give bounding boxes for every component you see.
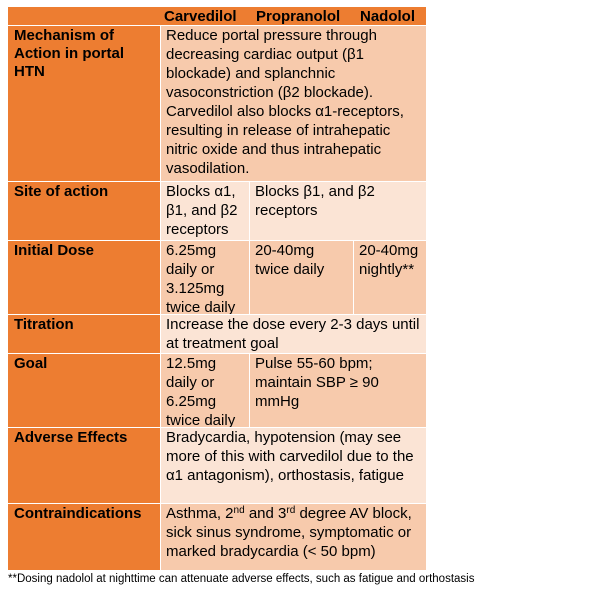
contraindications-text bbox=[161, 504, 426, 570]
row-label-initial-dose: Initial Dose bbox=[8, 241, 160, 314]
adverse-effects-text: Bradycardia, hypotension (may see more of this with carvedilol due to the α1 antagonism), orthostasis, fatigue bbox=[161, 428, 426, 503]
row-label-titration: Titration bbox=[8, 315, 160, 353]
contraindications-text-part: degree AV block, sick sinus syndrome, symptomatic or marked bradycardia (< 50 bpm) bbox=[166, 505, 412, 560]
header-nadolol: Nadolol bbox=[360, 8, 415, 25]
header-carvedilol: Carvedilol bbox=[164, 8, 237, 25]
row-label-goal: Goal bbox=[8, 354, 160, 427]
ordinal-suffix: nd bbox=[233, 505, 245, 516]
contraindications-text-part: and 3 bbox=[244, 505, 287, 522]
goal-propranolol-nadolol: Pulse 55-60 bpm; maintain SBP ≥ 90 mmHg bbox=[250, 354, 426, 427]
ordinal-suffix: rd bbox=[286, 505, 296, 516]
mechanism-text: Reduce portal pressure through decreasing cardiac output (β1 blockade) and splanchnic vasoconstriction (β2 blockade). Carvedilol also blocks α1-receptors, resulting in release of intrahepatic nitric oxide and thus intrahepatic vasodilation. bbox=[161, 26, 426, 181]
row-label-adverse-effects: Adverse Effects bbox=[8, 428, 160, 503]
row-label-site-of-action: Site of action bbox=[8, 182, 160, 240]
goal-carvedilol: 12.5mg daily or 6.25mg twice daily bbox=[161, 354, 249, 427]
header-propranolol: Propranolol bbox=[256, 8, 341, 25]
contraindications-text-part: Asthma, 2 bbox=[166, 505, 234, 522]
site-carvedilol: Blocks α1, β1, and β2 receptors bbox=[161, 182, 249, 240]
initial-dose-carvedilol: 6.25mg daily or 3.125mg twice daily bbox=[161, 241, 249, 314]
row-label-mechanism: Mechanism of Action in portal HTN bbox=[8, 26, 160, 181]
initial-dose-propranolol: 20-40mg twice daily bbox=[250, 241, 353, 314]
table-header-row bbox=[8, 7, 426, 25]
titration-text: Increase the dose every 2-3 days until at treatment goal bbox=[161, 315, 426, 353]
site-propranolol-nadolol: Blocks β1, and β2 receptors bbox=[250, 182, 426, 240]
footnote: **Dosing nadolol at nighttime can attenuate adverse effects, such as fatigue and orthostasis bbox=[8, 573, 475, 585]
initial-dose-nadolol: 20-40mg nightly** bbox=[354, 241, 426, 314]
beta-blocker-comparison-table bbox=[8, 7, 426, 570]
row-label-contraindications: Contraindications bbox=[8, 504, 160, 570]
